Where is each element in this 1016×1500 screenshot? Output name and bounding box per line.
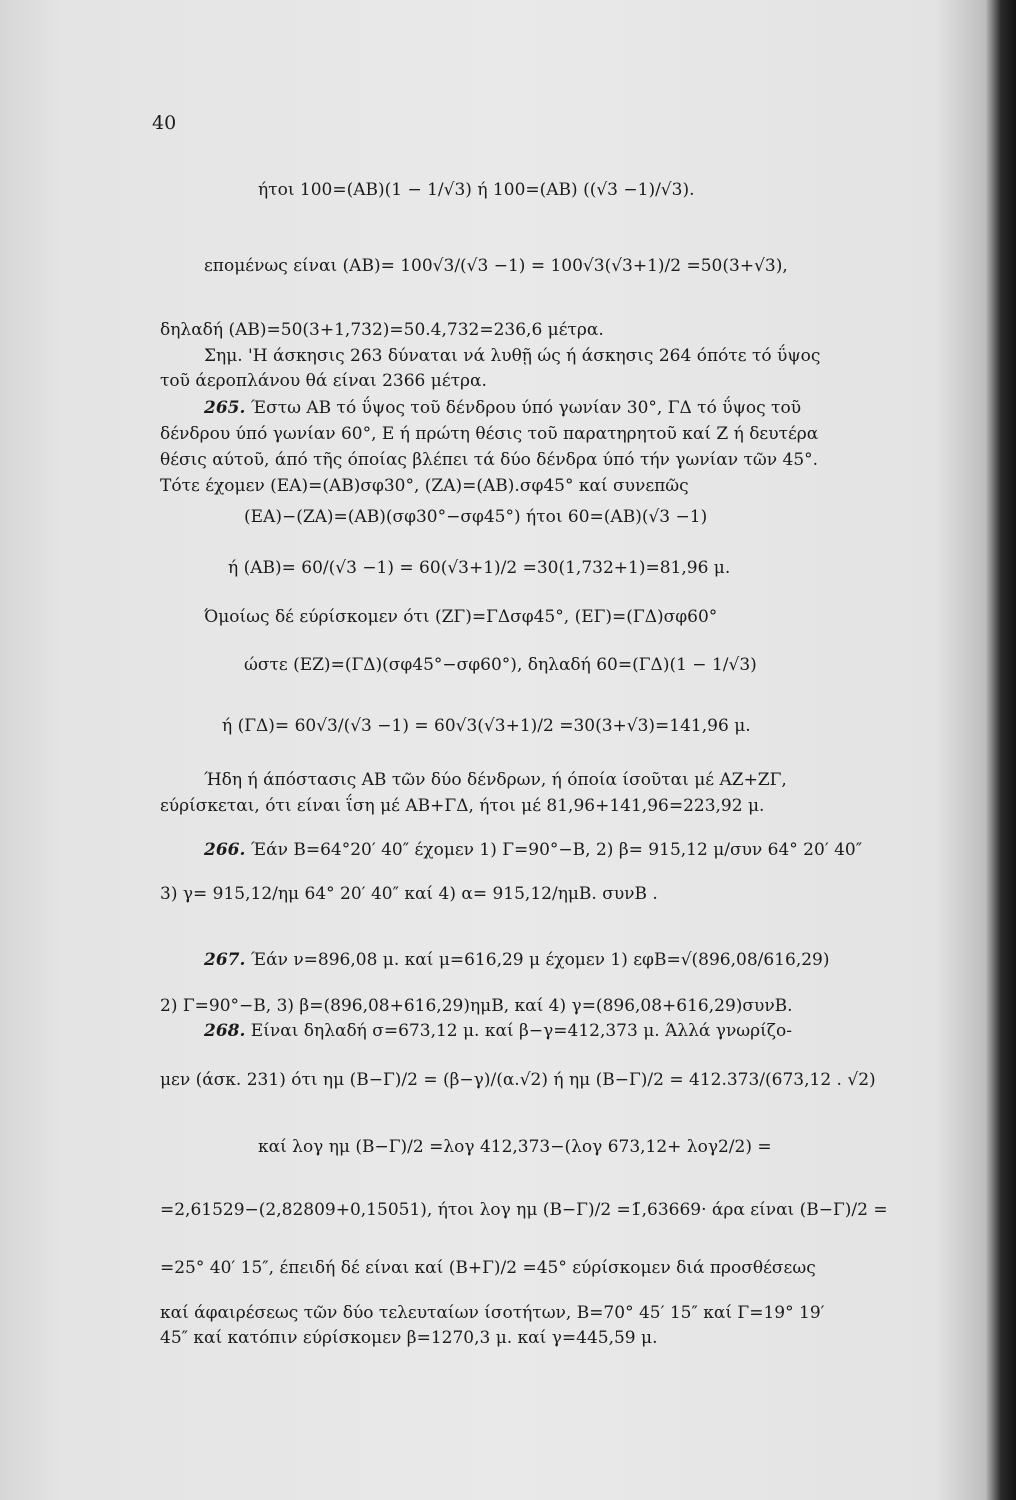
line-text: ή (ΓΔ)= 60√3/(√3 −1) = 60√3(√3+1)/2 =30(3+√3)=141,96 μ. — [222, 716, 751, 736]
text-line-5 — [160, 371, 487, 391]
text-line-3 — [160, 320, 604, 340]
line-text: 3) γ= 915,12/ημ 64° 20′ 40″ καί 4) α= 915,12/ημΒ. συνΒ . — [160, 884, 658, 904]
line-text: ώστε (ΕΖ)=(ΓΔ)(σφ45°−σφ60°), δηλαδή 60=(ΓΔ)(1 − 1/√3) — [244, 655, 757, 675]
exercise-266-line — [204, 840, 862, 860]
line-text: μεν (άσκ. 231) ότι ημ (Β−Γ)/2 = (β−γ)/(α.√2) ή ημ (Β−Γ)/2 = 412.373/(673,12 . √2) — [160, 1070, 876, 1090]
exercise-number: 265. — [204, 398, 246, 418]
line-text: Σημ. 'Η άσκησις 263 δύναται νά λυθῇ ώς ή άσκησις 264 όπότε τό ΰψος — [204, 346, 821, 366]
line-text: δένδρου ύπό γωνίαν 60°, Ε ή πρώτη θέσις τοῦ παρατηρητοῦ καί Ζ ή δευτέρα — [160, 424, 819, 444]
equation-line-18 — [160, 884, 658, 904]
exercise-265-line — [204, 398, 801, 418]
exercise-268-line — [204, 1021, 792, 1041]
text-line-20 — [160, 996, 793, 1016]
line-text: Ήδη ή άπόστασις ΑΒ τῶν δύο δένδρων, ή όποία ίσοῦται μέ ΑΖ+ΖΓ, — [204, 770, 787, 790]
equation-line-1 — [258, 180, 695, 200]
line-text: Τότε έχομεν (ΕΑ)=(ΑΒ)σφ30°, (ΖΑ)=(ΑΒ).σφ45° καί συνεπῶς — [160, 476, 689, 496]
exercise-number: 267. — [204, 950, 246, 970]
equation-line-2 — [204, 256, 788, 276]
note-line — [204, 346, 820, 366]
text-line-12 — [204, 607, 717, 627]
line-text: επομένως είναι (ΑΒ)= 100√3/(√3 −1) = 100√3(√3+1)/2 =50(3+√3), — [204, 256, 788, 276]
line-text: 2) Γ=90°−Β, 3) β=(896,08+616,29)ημΒ, καί 4) γ=(896,08+616,29)συνΒ. — [160, 996, 793, 1016]
equation-line-11 — [228, 558, 730, 578]
equation-line-14 — [222, 716, 751, 736]
line-text: =25° 40′ 15″, έπειδή δέ είναι καί (Β+Γ)/2 =45° εύρίσκομεν διά προσθέσεως — [160, 1258, 816, 1278]
line-text: θέσις αύτοῦ, άπό τῆς όποίας βλέπει τά δύο δένδρα ύπό τήν γωνίαν τῶν 45°. — [160, 450, 819, 470]
text-line-15 — [204, 770, 787, 790]
line-text: δηλαδή (ΑΒ)=50(3+1,732)=50.4,732=236,6 μέτρα. — [160, 320, 604, 340]
exercise-number: 268. — [204, 1021, 246, 1041]
line-text: =2,61529−(2,82809+0,15051), ήτοι λογ ημ (Β−Γ)/2 =1̄,63669· άρα είναι (Β−Γ)/2 = — [160, 1200, 888, 1220]
equation-line-25 — [160, 1258, 816, 1278]
equation-line-24 — [160, 1200, 888, 1220]
line-text: Είναι δηλαδή σ=673,12 μ. καί β−γ=412,373 μ. Άλλά γνωρίζο- — [245, 1021, 792, 1041]
text-line-26 — [160, 1303, 825, 1323]
line-text: ή (ΑΒ)= 60/(√3 −1) = 60(√3+1)/2 =30(1,732+1)=81,96 μ. — [228, 558, 731, 578]
line-text: καί άφαιρέσεως τῶν δύο τελευταίων ίσοτήτων, Β=70° 45′ 15″ καί Γ=19° 19′ — [160, 1303, 825, 1323]
text-line-8 — [160, 450, 818, 470]
line-text: ήτοι 100=(ΑΒ)(1 − 1/√3) ή 100=(ΑΒ) ((√3 −1)/√3). — [258, 180, 695, 200]
line-text: Έστω ΑΒ τό ΰψος τοῦ δένδρου ύπό γωνίαν 30°, ΓΔ τό ΰψος τοῦ — [245, 398, 802, 418]
text-line-16 — [160, 796, 764, 816]
exercise-number: 266. — [204, 840, 246, 860]
line-text: καί λογ ημ (Β−Γ)/2 =λογ 412,373−(λογ 673,12+ λογ2/2) = — [258, 1137, 772, 1157]
text-line-27 — [160, 1328, 657, 1348]
equation-line-22 — [160, 1070, 876, 1090]
equation-line-13 — [244, 655, 757, 675]
equation-line-10 — [244, 507, 707, 527]
page-number: 40 — [152, 112, 177, 134]
line-text: 45″ καί κατόπιν εύρίσκομεν β=1270,3 μ. καί γ=445,59 μ. — [160, 1328, 658, 1348]
exercise-267-line — [204, 950, 829, 970]
line-text: Όμοίως δέ εύρίσκομεν ότι (ΖΓ)=ΓΔσφ45°, (ΕΓ)=(ΓΔ)σφ60° — [204, 607, 718, 627]
text-line-7 — [160, 424, 818, 444]
line-text: τοῦ άεροπλάνου θά είναι 2366 μέτρα. — [160, 371, 487, 391]
line-text: Έάν Β=64°20′ 40″ έχομεν 1) Γ=90°−Β, 2) β= 915,12 μ/συν 64° 20′ 40″ — [245, 840, 863, 860]
text-line-9 — [160, 476, 689, 496]
line-text: εύρίσκεται, ότι είναι ΐση μέ ΑΒ+ΓΔ, ήτοι μέ 81,96+141,96=223,92 μ. — [160, 796, 765, 816]
line-text: Έάν ν=896,08 μ. καί μ=616,29 μ έχομεν 1) εφΒ=√(896,08/616,29) — [245, 950, 830, 970]
equation-line-23 — [258, 1137, 772, 1157]
line-text: (ΕΑ)−(ΖΑ)=(ΑΒ)(σφ30°−σφ45°) ήτοι 60=(ΑΒ)(√3 −1) — [244, 507, 708, 527]
